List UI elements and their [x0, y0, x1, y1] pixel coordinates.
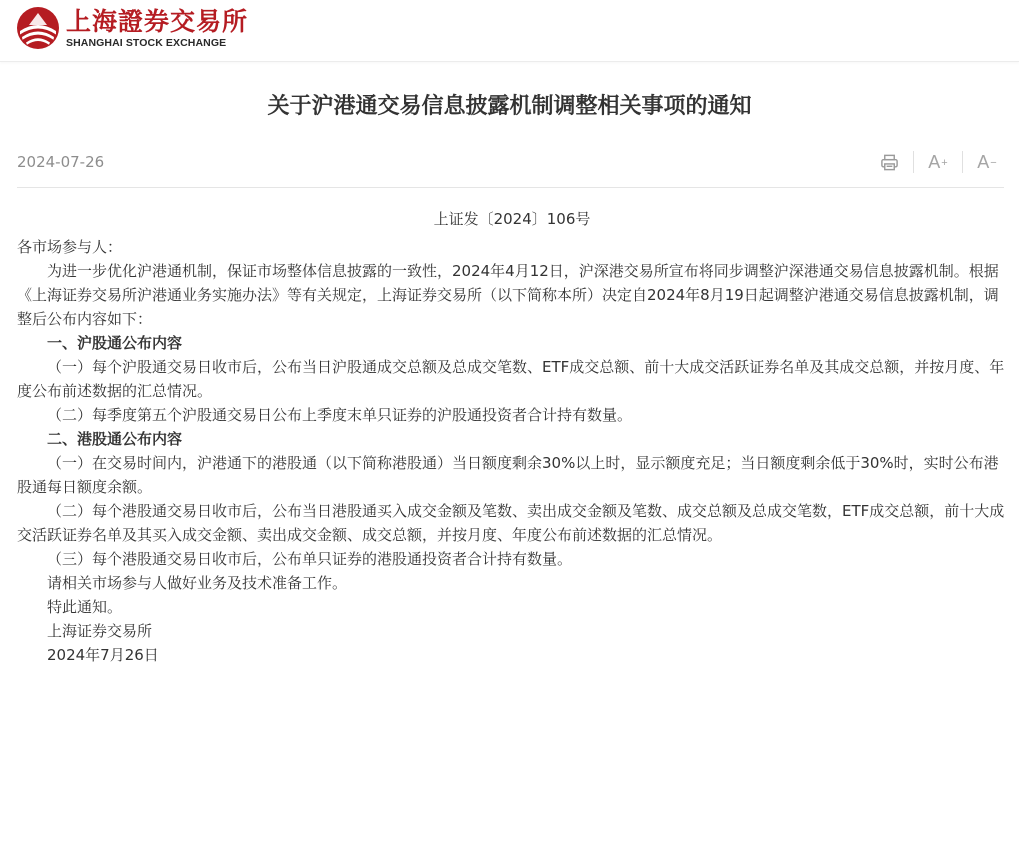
- logo-text-cn: 上海證券交易所: [66, 7, 249, 36]
- toolbar-separator: [913, 151, 914, 173]
- salutation: 各市场参与人：: [17, 238, 123, 256]
- section-item: （一）在交易时间内，沪港通下的港股通（以下简称港股通）当日额度剩余30%以上时，显示额度充足；当日额度剩余低于30%时，实时公布港股通每日额度余额。: [17, 454, 999, 496]
- page-title: 关于沪港通交易信息披露机制调整相关事项的通知: [267, 94, 752, 119]
- section-item: （一）每个沪股通交易日收市后，公布当日沪股通成交总额及总成交笔数、ETF成交总额、前十大成交活跃证券名单及其成交总额，并按月度、年度公布前述数据的汇总情况。: [17, 358, 1005, 400]
- site-header: [0, 0, 1019, 62]
- toolbar-separator: [962, 151, 963, 173]
- document-number: 上证发〔2024〕106号: [433, 210, 591, 228]
- section-heading: 一、沪股通公布内容: [47, 334, 183, 352]
- sse-emblem-icon: [16, 6, 60, 50]
- article-toolbar: [875, 148, 1001, 176]
- header-divider: [17, 187, 1004, 188]
- section-item: （三）每个港股通交易日收市后，公布单只证券的港股通投资者合计持有数量。: [47, 550, 573, 568]
- section-item: （二）每季度第五个沪股通交易日公布上季度末单只证券的沪股通投资者合计持有数量。: [47, 406, 633, 424]
- article-body: [17, 203, 1007, 667]
- section-item: （二）每个港股通交易日收市后，公布当日港股通买入成交金额及笔数、卖出成交金额及笔数、成交总额及总成交笔数，ETF成交总额，前十大成交活跃证券名单及其买入成交金额、卖出成交金额、成交总额，并按月度、年度公布前述数据的汇总情况。: [17, 502, 1005, 544]
- logo-text-en: SHANGHAI STOCK EXCHANGE: [66, 37, 227, 49]
- font-decrease-icon: A−: [977, 151, 997, 172]
- font-decrease-button[interactable]: [973, 148, 1001, 176]
- publish-date: 2024-07-26: [17, 153, 105, 171]
- section-heading: 二、港股通公布内容: [47, 430, 183, 448]
- print-icon: [880, 153, 899, 172]
- closing-line: 特此通知。: [47, 598, 123, 616]
- intro-paragraph: 为进一步优化沪港通机制，保证市场整体信息披露的一致性，2024年4月12日，沪深港交易所宣布将同步调整沪深港通交易信息披露机制。根据《上海证券交易所沪港通业务实施办法》等有关规定，上海证券交易所（以下简称本所）决定自2024年8月19日起调整沪港通交易信息披露机制，调整后公布内容如下：: [17, 262, 999, 328]
- sse-logo[interactable]: [16, 6, 249, 52]
- signature-date: 2024年7月26日: [47, 646, 159, 664]
- font-increase-button[interactable]: [924, 148, 952, 176]
- font-increase-icon: A+: [928, 151, 948, 172]
- closing-line: 请相关市场参与人做好业务及技术准备工作。: [47, 574, 348, 592]
- signature: 上海证券交易所: [47, 622, 153, 640]
- print-button[interactable]: [875, 148, 903, 176]
